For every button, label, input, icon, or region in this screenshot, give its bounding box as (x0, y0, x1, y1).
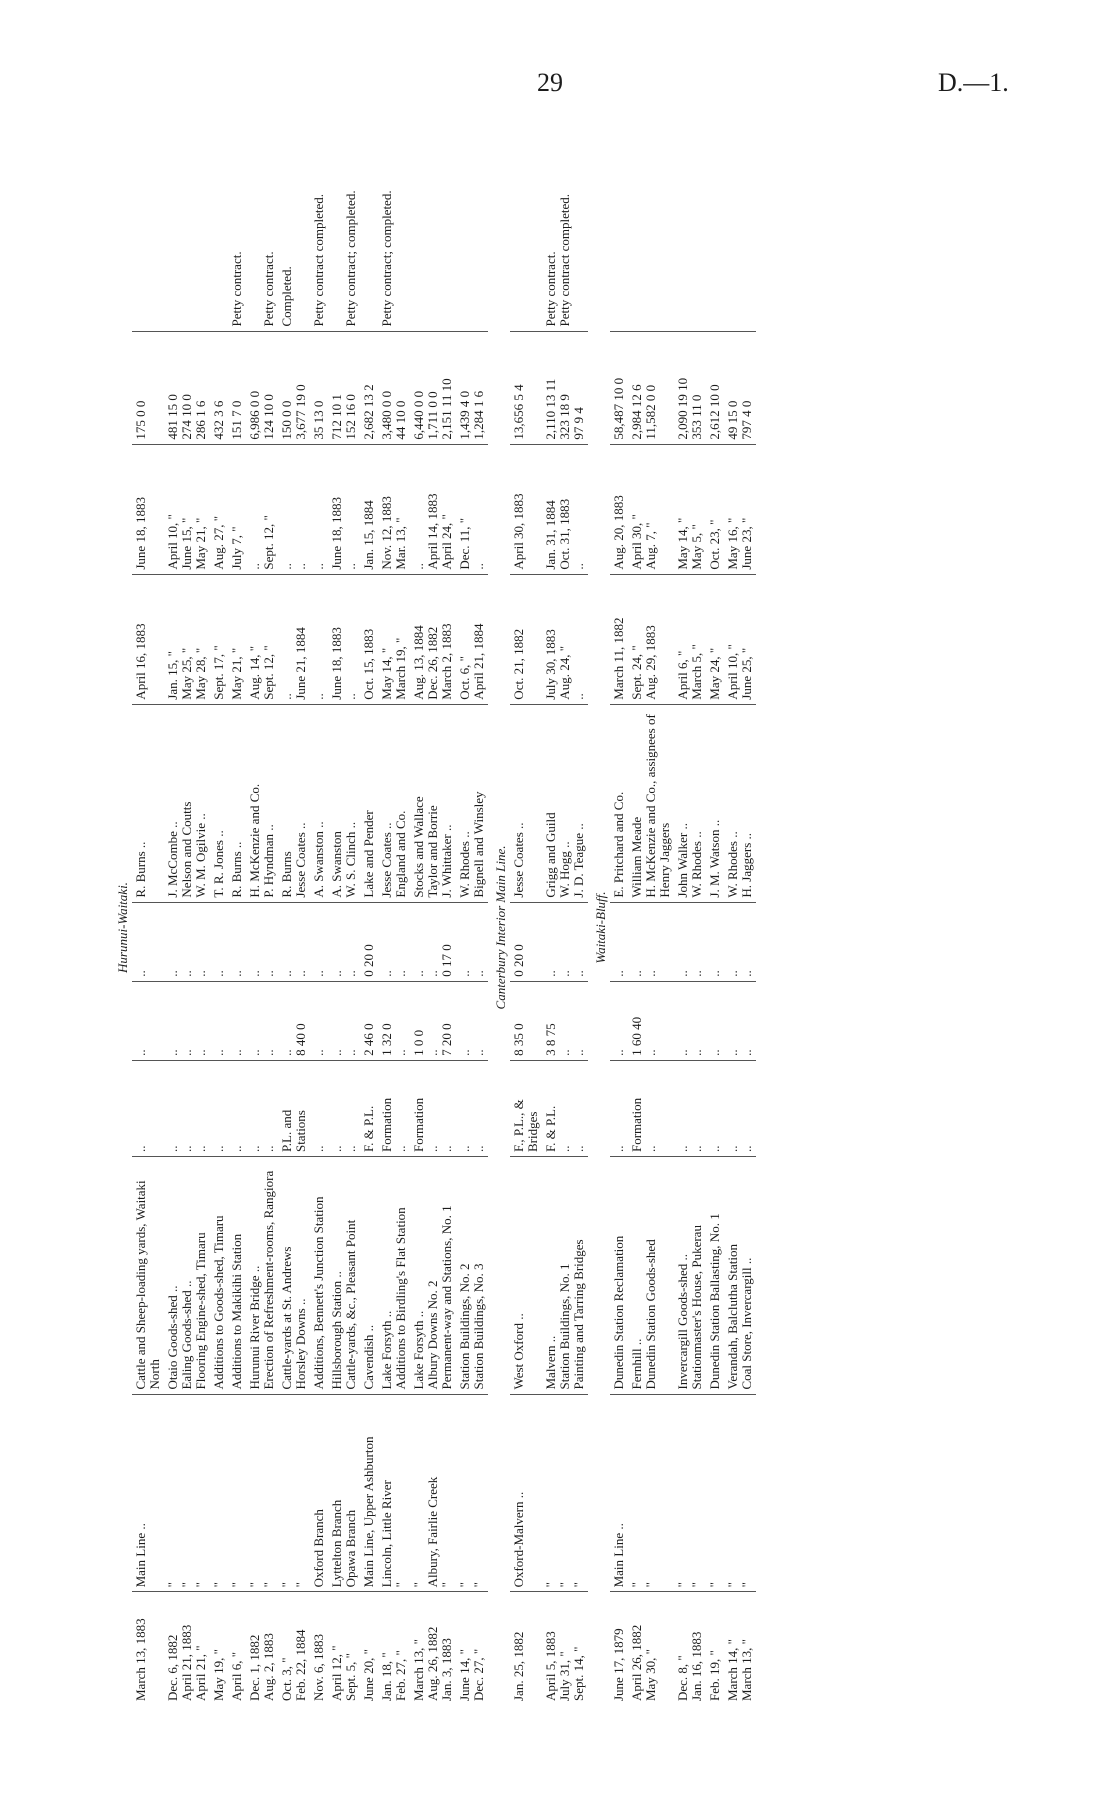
date-started: May 21, " (228, 574, 246, 704)
nature-of-work: F. & P.L. (360, 1060, 378, 1156)
remarks: Petty contract; completed. (379, 190, 394, 327)
work-description: Additions, Bennett's Junction Station (310, 1157, 328, 1394)
contract-date: April 12, " Sept. 5, " (328, 1592, 360, 1705)
contractor-name: R. Burns Jesse Coates .. (278, 704, 310, 902)
date-started: April 16, 1883 (132, 574, 164, 704)
length-miles: .. (210, 981, 228, 1060)
table-row (456, 150, 488, 1705)
length-extra: .. .. .. (542, 902, 588, 981)
contract-date: April 6, " (228, 1592, 246, 1705)
railway-line: " " (628, 1394, 674, 1592)
date-started: Aug. 14, " Sept. 12, " (246, 574, 278, 704)
length-extra: .. .. (456, 902, 488, 981)
length-miles: .. (706, 981, 724, 1060)
contract-cost: 2,090 19 10 353 11 0 (674, 331, 706, 444)
nature-of-work: .. (210, 1060, 228, 1156)
date-started: Jan. 15, " May 25, " May 28, " (164, 574, 210, 704)
contractor-name: William Meade H. McKenzie and Co., assignees of Henry Jaggers (628, 704, 674, 902)
contract-cost: 151 7 0 (228, 331, 246, 444)
nature-of-work: .. .. (674, 1060, 706, 1156)
length-miles: 1 60 40 .. (628, 981, 674, 1060)
contract-cost: 3,480 0 0 44 10 0 (378, 331, 410, 444)
length-miles: .. 8 40 0 (278, 981, 310, 1060)
contract-cost: 58,487 10 0 (610, 331, 628, 444)
length-extra: .. (310, 902, 328, 981)
date-finished: .. (310, 444, 328, 574)
length-extra: .. (610, 902, 628, 981)
date-finished: June 18, 1883 (132, 444, 164, 574)
remarks: Petty contract. Petty contract completed. (543, 194, 572, 327)
table-row (310, 150, 328, 1705)
contractor-name: A. Swanston W. S. Clinch .. (328, 704, 360, 902)
work-description: Dunedin Station Ballasting, No. 1 (706, 1157, 724, 1394)
page-header (0, 62, 1114, 102)
contract-cost: 2,682 13 2 (360, 331, 378, 444)
remarks: Petty contract. (229, 251, 244, 327)
section-title: Waitaki-Bluff. (593, 891, 608, 964)
work-description: Cattle and Sheep-loading yards, Waitaki North (132, 1157, 164, 1394)
table-row (542, 150, 588, 1705)
length-extra: .. (210, 902, 228, 981)
date-finished: Jan. 15, 1884 (360, 444, 378, 574)
contractor-name: Jesse Coates .. (510, 704, 542, 902)
date-started: Oct. 21, 1882 (510, 574, 542, 704)
contractor-name: T. R. Jones .. (210, 704, 228, 902)
table-row (246, 150, 278, 1705)
date-started: Oct. 6, " April 21, 1884 (456, 574, 488, 704)
date-started: .. (310, 574, 328, 704)
railway-line: " " " (542, 1394, 588, 1592)
work-description: Additions to Goods-shed, Timaru (210, 1157, 228, 1394)
date-finished: June 18, 1883 .. (328, 444, 360, 574)
length-miles: 1 32 0 .. (378, 981, 410, 1060)
contractor-name: W. Rhodes .. H. Jaggers .. (724, 704, 756, 902)
date-finished: Nov. 12, 1883 Mar. 13, " (378, 444, 410, 574)
length-extra: .. (228, 902, 246, 981)
date-finished: July 7, " (228, 444, 246, 574)
remarks (628, 150, 674, 331)
contract-date: Jan. 25, 1882 (510, 1592, 542, 1705)
contract-date: Dec. 6, 1882 April 21, 1883 April 21, " (164, 1592, 210, 1705)
work-description: West Oxford .. (510, 1157, 542, 1394)
nature-of-work: .. (610, 1060, 628, 1156)
railway-line: " " (456, 1394, 488, 1592)
work-description: Additions to Makikihi Station (228, 1157, 246, 1394)
nature-of-work: .. (310, 1060, 328, 1156)
contract-cost: 2,984 12 6 11,582 0 0 (628, 331, 674, 444)
length-miles: .. .. .. (164, 981, 210, 1060)
length-extra: .. (706, 902, 724, 981)
railway-line: " (210, 1394, 228, 1592)
table-row (706, 150, 724, 1705)
length-miles: .. .. (328, 981, 360, 1060)
contractor-name: John Walker .. W. Rhodes .. (674, 704, 706, 902)
contract-cost: 712 10 1 152 16 0 (328, 331, 360, 444)
railway-line: Lyttelton Branch Opawa Branch (328, 1394, 360, 1592)
nature-of-work: .. .. (328, 1060, 360, 1156)
table-row (132, 150, 164, 1705)
nature-of-work: .. .. (246, 1060, 278, 1156)
section-title: Hurunui-Waitaki. (115, 882, 130, 973)
railway-line: Main Line .. (132, 1394, 164, 1592)
railway-line: " (228, 1394, 246, 1592)
date-finished: Aug. 20, 1883 (610, 444, 628, 574)
contractor-name: W. Rhodes .. Bignell and Winsley (456, 704, 488, 902)
work-description: Cavendish .. (360, 1157, 378, 1394)
date-finished: .. .. (278, 444, 310, 574)
railway-line: Oxford-Malvern .. (510, 1394, 542, 1592)
contractor-name: H. McKenzie and Co. P. Hyndman .. (246, 704, 278, 902)
table-row (510, 150, 542, 1705)
date-finished: April 10, " June 15, " May 21, " (164, 444, 210, 574)
contract-date: June 14, " Dec. 27, " (456, 1592, 488, 1705)
date-started: July 30, 1883 Aug. 24, " .. (542, 574, 588, 704)
railway-line: Lincoln, Little River " (378, 1394, 410, 1592)
contract-date: April 5, 1883 July 31, " Sept. 14, " (542, 1592, 588, 1705)
length-extra: .. .. (328, 902, 360, 981)
nature-of-work: P.L. and Stations (278, 1060, 310, 1156)
remarks (132, 150, 164, 331)
date-started: .. June 21, 1884 (278, 574, 310, 704)
date-finished: .. Sept. 12, " (246, 444, 278, 574)
nature-of-work: Formation .. (378, 1060, 410, 1156)
contract-date: June 20, " (360, 1592, 378, 1705)
length-miles: 2 46 0 (360, 981, 378, 1060)
contract-date: Oct. 3, " Feb. 22, 1884 (278, 1592, 310, 1705)
railway-line: " " (278, 1394, 310, 1592)
nature-of-work: .. (132, 1060, 164, 1156)
contract-date: May 19, " (210, 1592, 228, 1705)
nature-of-work: .. (228, 1060, 246, 1156)
railway-line: " (706, 1394, 724, 1592)
remarks (456, 150, 488, 331)
remarks (210, 150, 228, 331)
nature-of-work: Formation .. .. (410, 1060, 456, 1156)
work-description: Hurunui River Bridge .. Erection of Refreshment-rooms, Rangiora (246, 1157, 278, 1394)
nature-of-work: F. & P.L. .. .. (542, 1060, 588, 1156)
railway-line: " " (724, 1394, 756, 1592)
contract-date: Feb. 19, " (706, 1592, 724, 1705)
length-miles: 3 8 75 .. .. (542, 981, 588, 1060)
page-number: 29 (537, 68, 563, 97)
remarks (706, 150, 724, 331)
contract-cost: 432 3 6 (210, 331, 228, 444)
length-miles: 8 35 0 (510, 981, 542, 1060)
contract-cost: 150 0 0 3,677 19 0 (278, 331, 310, 444)
railway-line: Main Line, Upper Ashburton (360, 1394, 378, 1592)
work-description: Station Buildings, No. 2 Station Buildings, No. 3 (456, 1157, 488, 1394)
length-extra: .. .. (724, 902, 756, 981)
work-description: Verandah, Balclutha Station Coal Store, Invercargill .. (724, 1157, 756, 1394)
date-finished: Oct. 23, " (706, 444, 724, 574)
contract-date: Nov. 6, 1883 (310, 1592, 328, 1705)
remarks: Petty contract; completed. (343, 190, 358, 327)
length-extra: .. .. (278, 902, 310, 981)
contract-cost: 13,656 5 4 (510, 331, 542, 444)
nature-of-work: .. .. (724, 1060, 756, 1156)
length-extra: .. .. (628, 902, 674, 981)
length-miles: .. (310, 981, 328, 1060)
date-started: Oct. 15, 1883 (360, 574, 378, 704)
length-extra: 0 20 0 (510, 902, 542, 981)
railway-line: " Albury, Fairlie Creek " (410, 1394, 456, 1592)
remarks (610, 150, 628, 331)
table-row (674, 150, 706, 1705)
length-miles: .. (228, 981, 246, 1060)
length-miles: .. .. (724, 981, 756, 1060)
date-started: Sept. 17, " (210, 574, 228, 704)
contractor-name: A. Swanston .. (310, 704, 328, 902)
contractor-name: J. McCombe .. Nelson and Coutts W. M. Ogilvie .. (164, 704, 210, 902)
remarks: Petty contract. (261, 251, 276, 327)
length-miles: .. .. (674, 981, 706, 1060)
length-extra: .. .. (378, 902, 410, 981)
length-extra: .. .. .. (164, 902, 210, 981)
date-started: March 11, 1882 (610, 574, 628, 704)
contract-cost: 2,110 13 11 323 18 9 97 9 4 (542, 331, 588, 444)
table-row (164, 150, 210, 1705)
contract-cost: 2,612 10 0 (706, 331, 724, 444)
remarks: Completed. (279, 266, 294, 327)
date-finished: April 30, 1883 (510, 444, 542, 574)
nature-of-work: .. .. (456, 1060, 488, 1156)
length-extra: .. .. 0 17 0 (410, 902, 456, 981)
length-extra: .. .. (246, 902, 278, 981)
nature-of-work: F., P.L., & Bridges (510, 1060, 542, 1156)
remarks (724, 150, 756, 331)
contractor-name: Lake and Pender (360, 704, 378, 902)
length-extra: .. (132, 902, 164, 981)
length-miles: 1 0 0 .. 7 20 0 (410, 981, 456, 1060)
section-heading-row (488, 150, 510, 1705)
nature-of-work: Formation .. (628, 1060, 674, 1156)
ledger-grid (110, 150, 756, 1705)
contract-cost: 35 13 0 (310, 331, 328, 444)
railway-line: Oxford Branch (310, 1394, 328, 1592)
railway-line: " " " (164, 1394, 210, 1592)
date-finished: Aug. 27, " (210, 444, 228, 574)
date-finished: May 14, " May 5, " (674, 444, 706, 574)
date-started: June 18, 1883 .. (328, 574, 360, 704)
length-miles: .. (610, 981, 628, 1060)
date-finished: Dec. 11, " .. (456, 444, 488, 574)
table-row (360, 150, 378, 1705)
contract-cost: 6,440 0 0 1,711 0 0 2,151 11 10 (410, 331, 456, 444)
length-extra: 0 20 0 (360, 902, 378, 981)
table-row (378, 150, 410, 1705)
contractor-name: Grigg and Guild W. Hogg .. J. D. Teague .. (542, 704, 588, 902)
work-description: Cattle-yards at St. Andrews Horsley Downs .. (278, 1157, 310, 1394)
contractor-name: Stocks and Wallace Taylor and Borrie J. Whittaker .. (410, 704, 456, 902)
work-description: Dunedin Station Reclamation (610, 1157, 628, 1394)
remarks (674, 150, 706, 331)
table-row (210, 150, 228, 1705)
contract-date: March 13, " Aug. 26, 1882 Jan. 3, 1883 (410, 1592, 456, 1705)
contract-date: Dec. 8, " Jan. 16, 1883 (674, 1592, 706, 1705)
work-description: Malvern .. Station Buildings, No. 1 Painting and Tarring Bridges (542, 1157, 588, 1394)
railway-line: " " (246, 1394, 278, 1592)
table-row (328, 150, 360, 1705)
contractor-name: R. Burns .. (228, 704, 246, 902)
remarks: Petty contract completed. (311, 194, 326, 327)
remarks (410, 150, 456, 331)
work-description: Otaio Goods-shed .. Ealing Goods-shed .. Flooring Engine-shed, Timaru (164, 1157, 210, 1394)
remarks (164, 150, 210, 331)
remarks (360, 150, 378, 331)
section-heading-row (588, 150, 610, 1705)
date-started: Sept. 24, " Aug. 29, 1883 (628, 574, 674, 704)
date-started: April 10, " June 25, " (724, 574, 756, 704)
length-extra: .. .. (674, 902, 706, 981)
table-row (228, 150, 246, 1705)
contract-cost: 175 0 0 (132, 331, 164, 444)
contractor-name: E. Pritchard and Co. (610, 704, 628, 902)
contract-date: March 13, 1883 (132, 1592, 164, 1705)
document-code: D.—1. (938, 68, 1009, 97)
contract-cost: 6,986 0 0 124 10 0 (246, 331, 278, 444)
length-miles: .. (132, 981, 164, 1060)
railway-line: Main Line .. (610, 1394, 628, 1592)
table-row (628, 150, 674, 1705)
length-miles: .. .. (456, 981, 488, 1060)
date-started: May 24, " (706, 574, 724, 704)
railway-line: " " (674, 1394, 706, 1592)
work-description: Lake Forsyth .. Albury Downs No. 2 Permanent-way and Stations, No. 1 (410, 1157, 456, 1394)
contracts-table (110, 150, 1010, 1705)
date-finished: Jan. 31, 1884 Oct. 31, 1883 .. (542, 444, 588, 574)
table-row (410, 150, 456, 1705)
contract-date: April 26, 1882 May 30, " (628, 1592, 674, 1705)
work-description: Hillsborough Station .. Cattle-yards, &c., Pleasant Point (328, 1157, 360, 1394)
date-finished: May 16, " June 23, " (724, 444, 756, 574)
table-row (724, 150, 756, 1705)
contract-cost: 481 15 0 274 10 0 286 1 6 (164, 331, 210, 444)
nature-of-work: .. .. .. (164, 1060, 210, 1156)
date-started: May 14, " March 19, " (378, 574, 410, 704)
contract-date: March 14, " March 13, " (724, 1592, 756, 1705)
contractor-name: Jesse Coates .. England and Co. (378, 704, 410, 902)
contract-date: Jan. 18, " Feb. 27, " (378, 1592, 410, 1705)
table-row (610, 150, 628, 1705)
work-description: Lake Forsyth .. Additions to Birdling's Flat Station (378, 1157, 410, 1394)
section-heading-row (110, 150, 132, 1705)
contract-date: June 17, 1879 (610, 1592, 628, 1705)
contractor-name: J. M. Watson .. (706, 704, 724, 902)
date-finished: .. April 14, 1883 April 24, " (410, 444, 456, 574)
length-miles: .. .. (246, 981, 278, 1060)
section-title: Canterbury Interior Main Line. (493, 845, 508, 1010)
table-row (278, 150, 310, 1705)
date-started: April 6, " March 5, " (674, 574, 706, 704)
date-started: Aug. 13, 1884 Dec. 26, 1882 March 2, 1883 (410, 574, 456, 704)
contractor-name: R. Burns .. (132, 704, 164, 902)
contract-cost: 49 15 0 797 4 0 (724, 331, 756, 444)
contract-cost: 1,439 4 0 1,284 1 6 (456, 331, 488, 444)
work-description: Fernhill .. Dunedin Station Goods-shed (628, 1157, 674, 1394)
work-description: Invercargill Goods-shed .. Stationmaster's House, Pukerau (674, 1157, 706, 1394)
date-finished: April 30, " Aug. 7, " (628, 444, 674, 574)
remarks (510, 150, 542, 331)
contract-date: Dec. 1, 1882 Aug. 2, 1883 (246, 1592, 278, 1705)
nature-of-work: .. (706, 1060, 724, 1156)
